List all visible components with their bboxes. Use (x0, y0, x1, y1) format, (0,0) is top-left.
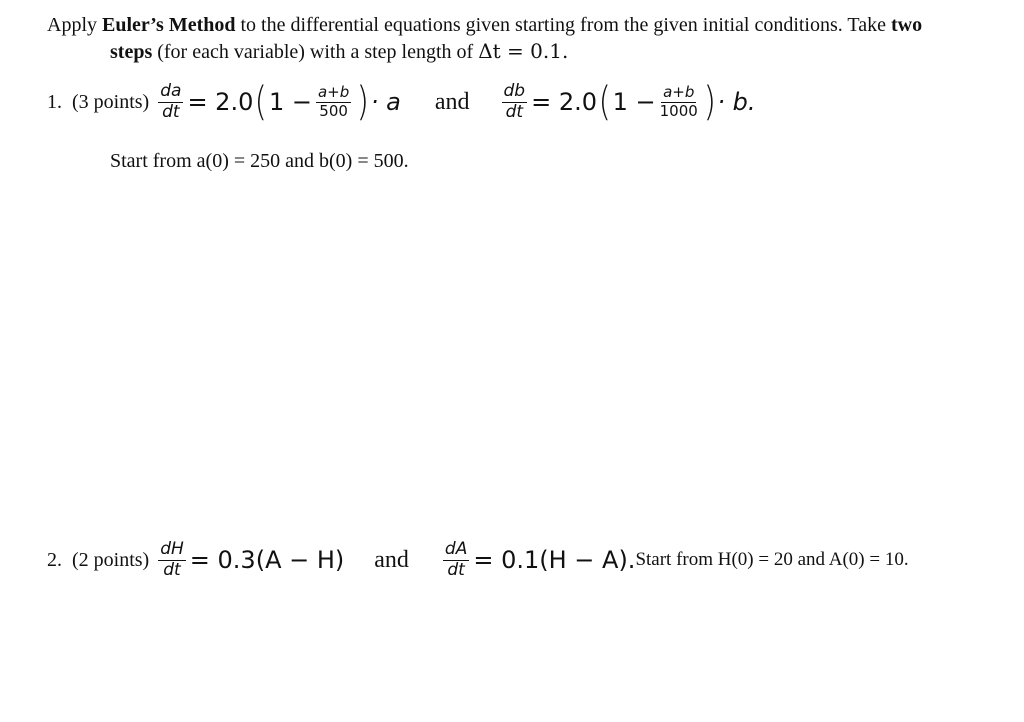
problem-1-initial-conditions: Start from a(0) = 250 and b(0) = 500. (110, 150, 409, 172)
inner-fraction (316, 82, 351, 120)
problem-1-equation-b (498, 79, 756, 125)
intro-bold-two: two (891, 14, 923, 36)
equation-tail: · a (370, 88, 401, 116)
intro-text-2: to the differential equations given starting from the given initial conditions. Take (235, 14, 891, 36)
fraction-denominator: dt (162, 101, 180, 122)
fraction-denominator: dt (163, 559, 181, 580)
equation-rhs: = 0.1(H − A). (473, 546, 636, 575)
left-paren: ( (598, 79, 612, 125)
equation-one-minus: 1 − (268, 88, 312, 116)
and-word: and (434, 88, 470, 115)
inner-numerator: a+b (663, 82, 695, 101)
da-dt-fraction (443, 541, 469, 580)
right-paren: ) (703, 79, 716, 125)
equation-rhs: = 0.3(A − H) (189, 546, 345, 575)
fraction-denominator: dt (505, 101, 524, 122)
equation-one-minus: 1 − (612, 88, 656, 116)
db-dt-fraction (502, 80, 528, 122)
problem-2 (47, 541, 909, 580)
problem-1 (47, 79, 756, 125)
problem-2-equation-a (439, 541, 636, 580)
intro-text-1: Apply (47, 14, 102, 36)
inner-denominator: 500 (319, 101, 348, 120)
problem-2-initial-conditions: Start from H(0) = 20 and A(0) = 10. (635, 549, 909, 571)
equation-tail: · b. (717, 88, 756, 116)
and-word: and (374, 546, 409, 573)
fraction-numerator: dH (160, 539, 184, 559)
intro-text-3: (for each variable) with a step length of (152, 41, 479, 63)
problem-2-equation-h (154, 541, 344, 580)
fraction-numerator: dA (444, 539, 468, 559)
intro-bold-eulers-method: Euler’s Method (102, 14, 236, 36)
equation-coefficient: = 2.0 (531, 88, 597, 116)
da-dt-fraction (158, 80, 183, 122)
instructions-line-1 (47, 12, 987, 38)
inner-numerator: a+b (317, 82, 350, 101)
intro-bold-steps: steps (110, 41, 153, 63)
problem-1-equation-a (154, 79, 401, 125)
intro-step-length: Δt = 0.1. (478, 39, 569, 63)
right-paren: ) (356, 79, 370, 125)
instructions-line-2 (47, 38, 987, 65)
inner-denominator: 1000 (659, 101, 698, 120)
instructions (47, 12, 987, 65)
fraction-denominator: dt (447, 559, 465, 580)
equation-coefficient: = 2.0 (187, 88, 254, 116)
fraction-numerator: db (503, 80, 526, 101)
left-paren: ( (254, 79, 268, 125)
problem-1-label: 1. (3 points) (47, 90, 155, 113)
problem-2-label: 2. (2 points) (47, 548, 155, 571)
dh-dt-fraction (158, 541, 186, 580)
fraction-numerator: da (160, 80, 182, 101)
inner-fraction (659, 82, 698, 120)
